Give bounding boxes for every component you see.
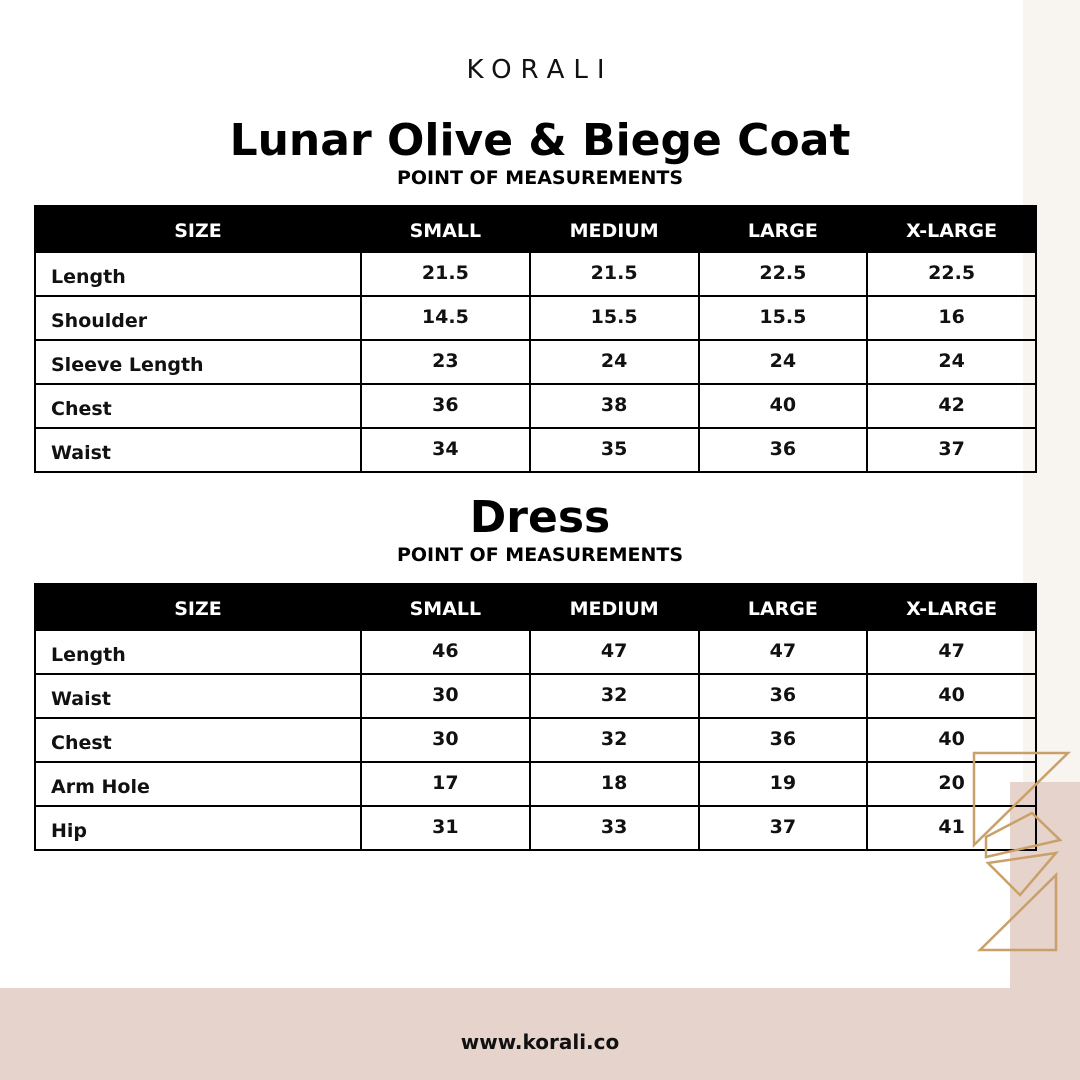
header-xlarge: X-LARGE xyxy=(867,206,1036,252)
row-label: Chest xyxy=(35,718,361,762)
table-cell: 24 xyxy=(867,340,1036,384)
dress-size-table xyxy=(34,583,1037,851)
table-cell: 33 xyxy=(530,806,699,850)
dress-title: Dress xyxy=(469,492,611,543)
table-cell: 40 xyxy=(699,384,868,428)
table-header-row xyxy=(35,206,1036,252)
table-cell: 38 xyxy=(530,384,699,428)
table-row xyxy=(35,762,1036,806)
row-label: Waist xyxy=(35,674,361,718)
brand-logo: KORALI xyxy=(466,55,614,85)
header-small: SMALL xyxy=(361,584,530,630)
dress-subtitle: POINT OF MEASUREMENTS xyxy=(396,544,684,566)
table-cell: 15.5 xyxy=(699,296,868,340)
header-medium: MEDIUM xyxy=(530,206,699,252)
table-cell: 21.5 xyxy=(361,252,530,296)
table-cell: 36 xyxy=(699,718,868,762)
header-size: SIZE xyxy=(35,206,361,252)
header-large: LARGE xyxy=(699,584,868,630)
table-row xyxy=(35,340,1036,384)
header-large: LARGE xyxy=(699,206,868,252)
table-cell: 20 xyxy=(867,762,1036,806)
row-label: Length xyxy=(35,252,361,296)
table-cell: 47 xyxy=(867,630,1036,674)
table-cell: 23 xyxy=(361,340,530,384)
table-cell: 32 xyxy=(530,674,699,718)
table-cell: 37 xyxy=(699,806,868,850)
table-cell: 42 xyxy=(867,384,1036,428)
header-size: SIZE xyxy=(35,584,361,630)
table-header-row xyxy=(35,584,1036,630)
row-label: Shoulder xyxy=(35,296,361,340)
table-cell: 36 xyxy=(361,384,530,428)
table-cell: 21.5 xyxy=(530,252,699,296)
table-cell: 36 xyxy=(699,674,868,718)
table-row xyxy=(35,630,1036,674)
coat-size-table xyxy=(34,205,1037,473)
table-cell: 40 xyxy=(867,718,1036,762)
table-cell: 14.5 xyxy=(361,296,530,340)
coat-subtitle: POINT OF MEASUREMENTS xyxy=(396,167,684,189)
table-row xyxy=(35,296,1036,340)
table-row xyxy=(35,718,1036,762)
table-row xyxy=(35,428,1036,472)
table-cell: 30 xyxy=(361,718,530,762)
header-medium: MEDIUM xyxy=(530,584,699,630)
header-xlarge: X-LARGE xyxy=(867,584,1036,630)
table-row xyxy=(35,384,1036,428)
table-cell: 18 xyxy=(530,762,699,806)
coat-title: Lunar Olive & Biege Coat xyxy=(229,115,851,166)
table-cell: 31 xyxy=(361,806,530,850)
table-cell: 37 xyxy=(867,428,1036,472)
table-cell: 24 xyxy=(699,340,868,384)
table-cell: 22.5 xyxy=(867,252,1036,296)
table-cell: 16 xyxy=(867,296,1036,340)
table-cell: 19 xyxy=(699,762,868,806)
geometric-decoration-icon xyxy=(960,745,1080,960)
table-cell: 34 xyxy=(361,428,530,472)
table-cell: 47 xyxy=(699,630,868,674)
table-cell: 24 xyxy=(530,340,699,384)
table-cell: 47 xyxy=(530,630,699,674)
table-cell: 22.5 xyxy=(699,252,868,296)
table-cell: 32 xyxy=(530,718,699,762)
table-cell: 30 xyxy=(361,674,530,718)
table-row xyxy=(35,252,1036,296)
table-cell: 15.5 xyxy=(530,296,699,340)
row-label: Sleeve Length xyxy=(35,340,361,384)
table-cell: 41 xyxy=(867,806,1036,850)
header-small: SMALL xyxy=(361,206,530,252)
row-label: Chest xyxy=(35,384,361,428)
table-cell: 46 xyxy=(361,630,530,674)
table-row xyxy=(35,674,1036,718)
website-url: www.korali.co xyxy=(460,1030,620,1054)
row-label: Length xyxy=(35,630,361,674)
row-label: Waist xyxy=(35,428,361,472)
table-cell: 17 xyxy=(361,762,530,806)
row-label: Hip xyxy=(35,806,361,850)
table-cell: 40 xyxy=(867,674,1036,718)
row-label: Arm Hole xyxy=(35,762,361,806)
table-cell: 35 xyxy=(530,428,699,472)
table-cell: 36 xyxy=(699,428,868,472)
table-row xyxy=(35,806,1036,850)
